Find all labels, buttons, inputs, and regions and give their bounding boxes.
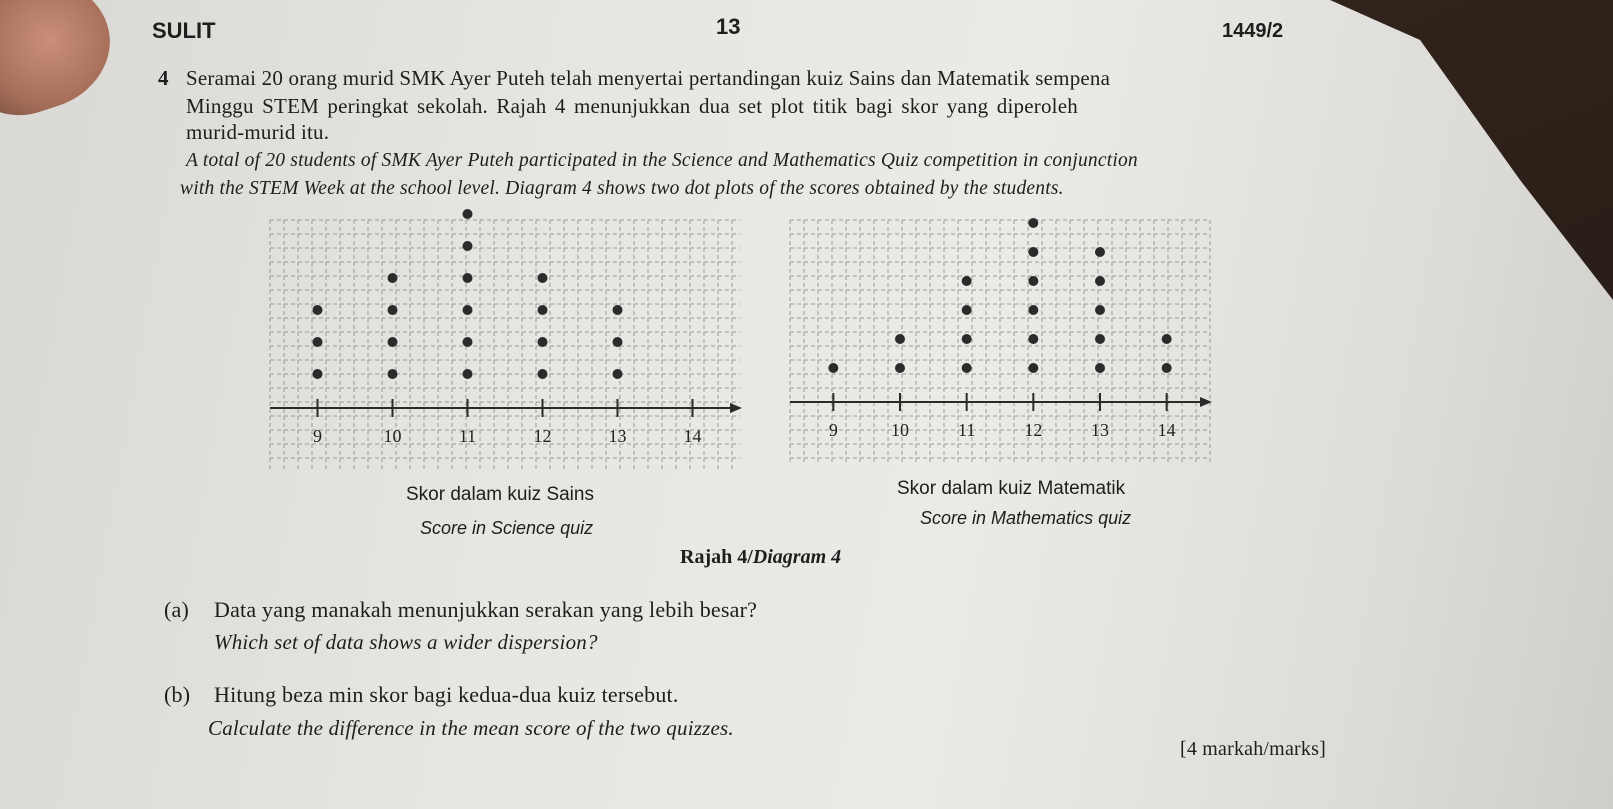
- part-a-malay: Data yang manakah menunjukkan serakan yang lebih besar?: [214, 597, 758, 622]
- part-b-malay: Hitung beza min skor bagi kedua-dua kuiz tersebut.: [214, 682, 679, 707]
- part-a-label: (a): [164, 597, 190, 622]
- diagram-caption-english: Diagram 4: [752, 546, 842, 568]
- data-dot: [895, 334, 905, 344]
- x-tick-label: 12: [1024, 420, 1043, 440]
- data-dot: [1095, 305, 1105, 315]
- part-b-marks: [4 markah/marks]: [1180, 738, 1326, 760]
- data-dot: [463, 241, 473, 251]
- data-dot: [1095, 276, 1105, 286]
- question-number: 4: [158, 66, 169, 90]
- data-dot: [388, 273, 398, 283]
- data-dot: [538, 337, 548, 347]
- x-tick-label: 10: [891, 420, 909, 440]
- mathematics-dot-plot: [790, 220, 1260, 475]
- data-dot: [828, 363, 838, 373]
- data-dot: [613, 369, 623, 379]
- header-paper-code: 1449/2: [1222, 20, 1284, 42]
- data-dot: [962, 276, 972, 286]
- data-dot: [313, 369, 323, 379]
- data-dot: [388, 305, 398, 315]
- data-dot: [388, 337, 398, 347]
- data-dot: [463, 337, 473, 347]
- diagram-caption-malay: Rajah 4/: [680, 546, 753, 568]
- data-dot: [1162, 334, 1172, 344]
- x-tick-label: 9: [828, 420, 838, 440]
- x-tick-label: 11: [957, 420, 976, 440]
- data-dot: [538, 273, 548, 283]
- data-dot: [1028, 218, 1038, 228]
- x-tick-label: 11: [458, 426, 477, 446]
- x-tick-label: 12: [533, 426, 552, 446]
- data-dot: [613, 337, 623, 347]
- mathematics-axis-label: Skor dalam kuiz Matematik: [897, 478, 1126, 499]
- data-dot: [1028, 334, 1038, 344]
- question-malay-line-3: murid-murid itu.: [186, 120, 330, 144]
- data-dot: [463, 273, 473, 283]
- data-dot: [388, 369, 398, 379]
- header-classification: SULIT: [152, 18, 216, 43]
- data-dot: [962, 305, 972, 315]
- data-dot: [538, 305, 548, 315]
- question-english-line-1: A total of 20 students of SMK Ayer Puteh participated in the Science and Mathematics Quiz competition in conjunction: [186, 150, 1138, 171]
- science-axis-label-english: Score in Science quiz: [420, 518, 594, 538]
- data-dot: [463, 209, 473, 219]
- x-tick-label: 14: [1157, 420, 1176, 440]
- data-dot: [962, 334, 972, 344]
- x-tick-label: 13: [1091, 420, 1109, 440]
- x-tick-label: 13: [608, 426, 627, 446]
- data-dot: [1028, 363, 1038, 373]
- x-tick-label: 9: [313, 426, 322, 446]
- x-axis-arrow: [730, 403, 742, 413]
- part-b-english: Calculate the difference in the mean score of the two quizzes.: [208, 716, 734, 740]
- question-malay-line-1: Seramai 20 orang murid SMK Ayer Puteh telah menyertai pertandingan kuiz Sains dan Matematik sempena: [186, 66, 1111, 90]
- data-dot: [1095, 334, 1105, 344]
- data-dot: [962, 363, 972, 373]
- data-dot: [313, 337, 323, 347]
- mathematics-axis-label-english: Score in Mathematics quiz: [920, 508, 1132, 528]
- data-dot: [1095, 247, 1105, 257]
- science-axis-label: Skor dalam kuiz Sains: [406, 484, 594, 505]
- header-page-number: 13: [716, 14, 741, 39]
- x-tick-label: 14: [683, 426, 702, 446]
- x-tick-label: 10: [383, 426, 402, 446]
- data-dot: [895, 363, 905, 373]
- part-b-label: (b): [164, 682, 191, 707]
- data-dot: [538, 369, 548, 379]
- data-dot: [1028, 276, 1038, 286]
- science-dot-plot: [270, 220, 750, 475]
- data-dot: [1028, 305, 1038, 315]
- data-dot: [463, 305, 473, 315]
- diagram-caption: [680, 546, 841, 569]
- data-dot: [613, 305, 623, 315]
- part-a-english: Which set of data shows a wider dispersion?: [214, 630, 598, 654]
- data-dot: [463, 369, 473, 379]
- data-dot: [313, 305, 323, 315]
- question-malay-line-2: Minggu STEM peringkat sekolah. Rajah 4 menunjukkan dua set plot titik bagi skor yang diperoleh: [186, 94, 1078, 118]
- data-dot: [1095, 363, 1105, 373]
- data-dot: [1162, 363, 1172, 373]
- question-english-line-2: with the STEM Week at the school level. Diagram 4 shows two dot plots of the scores obtained by the students.: [180, 178, 1064, 199]
- data-dot: [1028, 247, 1038, 257]
